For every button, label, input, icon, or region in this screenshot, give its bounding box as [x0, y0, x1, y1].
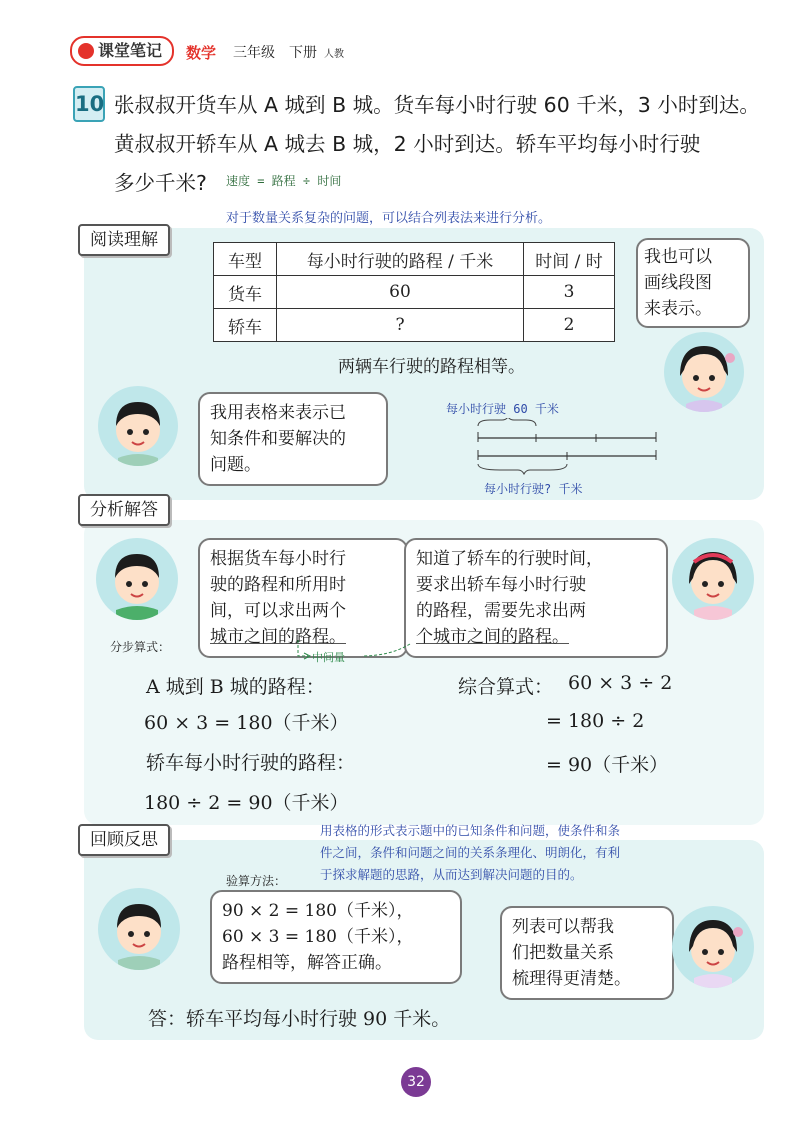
formula-hint: 速度 = 路程 ÷ 时间 [226, 174, 342, 188]
step2-title: 轿车每小时行驶的路程： [146, 752, 356, 774]
girl-bubble-review [500, 906, 674, 1000]
girl-bubble-read [636, 238, 750, 328]
combined-label: 综合算式： [458, 676, 554, 698]
review-section-label [78, 824, 170, 856]
boy-bubble-review [210, 890, 462, 984]
boy-avatar [98, 386, 178, 466]
bubble-line: 的路程，需要先求出两 [416, 601, 586, 621]
bubble-line: 60 × 3 = 180（千米）， [222, 927, 414, 947]
bubble-line: 路程相等，解答正确。 [222, 953, 392, 973]
diagram-top-label: 每小时行驶 60 千米 [446, 402, 559, 416]
girl-face-icon [672, 906, 754, 988]
read-note: 对于数量关系复杂的问题，可以结合列表法来进行分析。 [226, 211, 552, 226]
diagram-bottom-label: 每小时行驶? 千米 [484, 482, 583, 496]
equal-distance-note: 两辆车行驶的路程相等。 [338, 357, 525, 377]
bubble-line: 间，可以求出两个 [210, 601, 346, 621]
bubble-line: 们把数量关系 [512, 943, 614, 963]
bubble-line: 列表可以帮我 [512, 917, 614, 937]
problem-line-1: 张叔叔开货车从 A 城到 B 城。货车每小时行驶 60 千米，3 小时到达。 [114, 93, 760, 117]
combined-line-1: 60 × 3 ÷ 2 [568, 672, 673, 694]
girl-face-icon [672, 538, 754, 620]
boy-avatar [98, 888, 180, 970]
table-header-cell: 车型 [214, 243, 277, 276]
problem-line-3: 多少千米? [114, 171, 207, 195]
review-note-line: 件之间，条件和问题之间的关系条理化、明朗化，有利 [320, 845, 621, 860]
boy-face-icon [98, 386, 178, 466]
bubble-line: 知条件和要解决的 [210, 429, 346, 449]
intermediate-arrows [290, 638, 420, 668]
brand-logo [70, 36, 174, 66]
bubble-line: 个城市之间的路程。 [416, 627, 569, 647]
step2-calc: 180 ÷ 2 = 90（千米） [144, 792, 349, 814]
final-answer: 答：轿车平均每小时行驶 90 千米。 [148, 1008, 451, 1030]
table-cell: 2 [524, 309, 615, 342]
table-cell: ? [277, 309, 524, 342]
girl-bubble-analysis [404, 538, 668, 658]
bubble-line: 90 × 2 = 180（千米）， [222, 901, 414, 921]
table-cell: 货车 [214, 276, 277, 309]
bubble-line: 我也可以 [644, 247, 712, 267]
bubble-line: 知道了轿车的行驶时间， [416, 549, 603, 569]
brand-text: 课堂笔记 [98, 41, 163, 60]
bubble-line: 梳理得更清楚。 [512, 969, 631, 989]
table-cell: 3 [524, 276, 615, 309]
grade-label: 三年级 [233, 45, 275, 61]
girl-avatar [664, 332, 744, 412]
table-header-cell: 时间 / 时 [524, 243, 615, 276]
table-row [214, 276, 615, 309]
step1-title: A 城到 B 城的路程： [146, 676, 325, 698]
step1-calc: 60 × 3 = 180（千米） [144, 712, 349, 734]
table-cell: 60 [277, 276, 524, 309]
table-header-row [214, 243, 615, 276]
combined-line-3: = 90（千米） [546, 754, 669, 776]
line-segment-diagram [470, 418, 660, 478]
data-table [213, 242, 615, 342]
bubble-line: 驶的路程和所用时 [210, 575, 346, 595]
brand-dot-icon [78, 43, 94, 59]
bubble-line: 城市之间的路程。 [210, 627, 346, 647]
boy-bubble-read [198, 392, 388, 486]
review-note-line: 用表格的形式表示题中的已知条件和问题，使条件和条 [320, 823, 621, 838]
combined-line-2: = 180 ÷ 2 [546, 710, 645, 732]
boy-face-icon [96, 538, 178, 620]
problem-line-2: 黄叔叔开轿车从 A 城去 B 城，2 小时到达。轿车平均每小时行驶 [114, 132, 701, 156]
bubble-line: 我用表格来表示已 [210, 403, 346, 423]
step-label: 分步算式： [110, 640, 171, 654]
bubble-line: 来表示。 [644, 299, 712, 319]
table-header-cell: 每小时行驶的路程 / 千米 [277, 243, 524, 276]
girl-avatar [672, 906, 754, 988]
girl-face-icon [664, 332, 744, 412]
review-note [320, 820, 760, 886]
bubble-line: 根据货车每小时行 [210, 549, 346, 569]
check-label: 验算方法： [226, 874, 287, 888]
analysis-section-label [78, 494, 170, 526]
analysis-section-label-text: 分析解答 [90, 500, 158, 520]
page-number: 32 [401, 1067, 431, 1097]
volume-label: 下册 [289, 45, 317, 61]
table-cell: 轿车 [214, 309, 277, 342]
bubble-line: 要求出轿车每小时行驶 [416, 575, 586, 595]
review-section-label-text: 回顾反思 [90, 830, 158, 850]
publisher-label: 人教 [324, 49, 344, 60]
subject-label: 数学 [186, 44, 217, 62]
intermediate-label: 中间量 [312, 651, 345, 664]
problem-number: 10 [73, 86, 105, 122]
boy-face-icon [98, 888, 180, 970]
bubble-line: 画线段图 [644, 273, 712, 293]
boy-avatar [96, 538, 178, 620]
girl-avatar [672, 538, 754, 620]
review-note-line: 于探求解题的思路，从而达到解决问题的目的。 [320, 867, 583, 882]
read-section-label [78, 224, 170, 256]
read-section-label-text: 阅读理解 [90, 230, 158, 250]
table-row [214, 309, 615, 342]
bubble-line: 问题。 [210, 455, 261, 475]
